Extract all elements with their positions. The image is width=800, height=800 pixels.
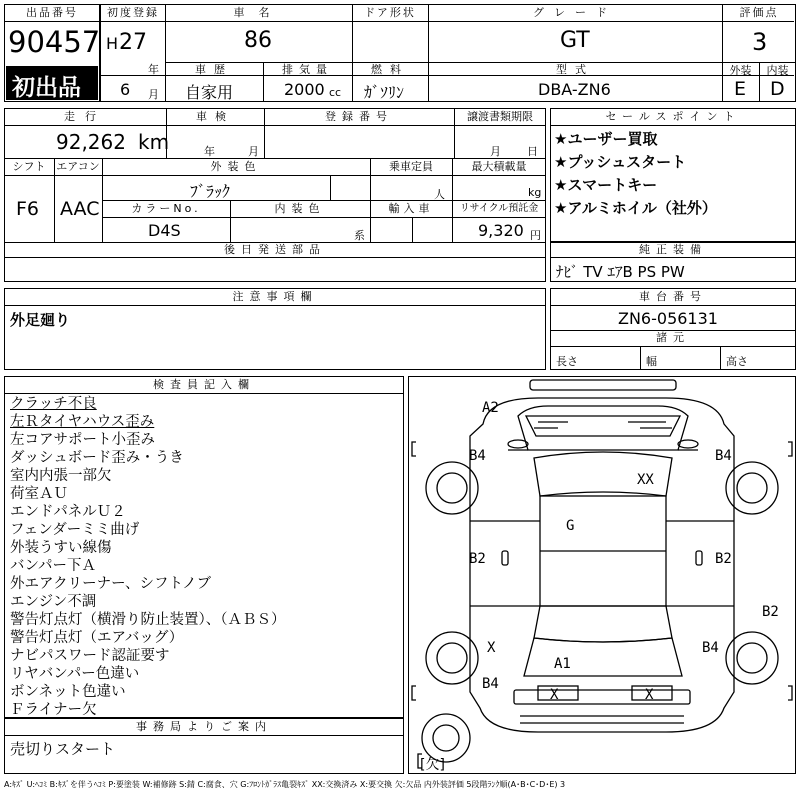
mileage-label: 走行 (64, 110, 106, 123)
inspector-note-line: フェンダーミミ曲げ (10, 522, 140, 538)
mark-b4-rear-right: B4 (702, 640, 719, 656)
lot-number-label: 出品番号 (26, 6, 78, 19)
recycle-label: リサイクル預託金 (459, 203, 539, 214)
history: 自家用 (185, 83, 234, 102)
notes-label: 注意事項欄 (232, 290, 318, 303)
inspector-note-line: ダッシュボード歪み・うき (10, 450, 184, 466)
equipment-label: 純正装備 (639, 243, 707, 256)
fuel-label: 燃料 (371, 63, 409, 76)
transfer-label: 譲渡書類期限 (467, 110, 533, 123)
door-label: ドア形状 (364, 6, 416, 19)
inspector-note-line: エンドパネルＵ２ (10, 504, 126, 520)
mark-b2-left: B2 (469, 551, 486, 567)
mark-a2: A2 (482, 400, 499, 416)
mark-b2-right: B2 (715, 551, 732, 567)
load-unit: kg (528, 186, 542, 199)
selling-point-item: ★プッシュスタート (554, 153, 687, 171)
mark-a1: A1 (554, 656, 571, 672)
recycle: 9,320 (478, 221, 524, 240)
shift: F6 (16, 198, 40, 220)
month-unit: 月 (148, 88, 159, 101)
import-label: 輸入車 (388, 202, 434, 215)
model: DBA-ZN6 (538, 80, 611, 99)
displacement-label: 排気量 (282, 63, 333, 76)
car-name: 86 (244, 28, 272, 53)
inspector-note-line: 外装うすい線傷 (10, 540, 112, 556)
mark-b2-far-right: B2 (762, 604, 779, 620)
chassis-number: ZN6-056131 (618, 309, 718, 328)
selling-point-item: ★アルミホイル（社外） (554, 199, 717, 217)
mark-g: G (566, 518, 575, 534)
inspector-note-line: エンジン不調 (10, 594, 97, 610)
width-label: 幅 (646, 355, 657, 368)
score-label: 評価点 (739, 6, 779, 19)
first-listing-text: 初出品 (12, 75, 81, 101)
trunk (524, 638, 682, 676)
mark-xx: XX (637, 472, 654, 488)
inspector-note-line: 荷室ＡＵ (10, 486, 68, 502)
mark-x-lamp-right: X (645, 687, 654, 703)
inspector-note-line: クラッチ不良 (10, 396, 97, 412)
specs-label: 諸元 (656, 331, 690, 344)
load-label: 最大積載量 (471, 160, 527, 173)
first-reg-label: 初度登録 (107, 6, 159, 19)
inspector-note-line: ナビパスワード認証要す (10, 648, 170, 664)
ac-label: エアコン (56, 160, 100, 173)
reg-month: 6 (120, 80, 131, 99)
selling-point-item: ★ユーザー買取 (554, 130, 658, 148)
inspector-note-line: ボンネット色違い (10, 684, 126, 700)
grade: GT (560, 28, 590, 53)
inspection-label: 車検 (196, 110, 234, 123)
mirror-left (508, 440, 528, 448)
mark-b4-front-right: B4 (715, 448, 732, 464)
capacity-unit: 人 (434, 188, 445, 201)
ac: AAC (60, 198, 100, 220)
insp-month-unit: 月 (248, 145, 259, 158)
era: H (106, 34, 119, 53)
mark-x-left: X (487, 640, 496, 656)
score: 3 (752, 28, 768, 56)
inspector-notes (10, 395, 402, 719)
int-color-label: 内装色 (274, 202, 326, 215)
reg-no-label: 登録番号 (325, 110, 393, 123)
shift-label: シフト (12, 160, 46, 173)
later-parts-label: 後日発送部品 (224, 243, 326, 256)
recycle-unit: 円 (530, 229, 541, 242)
height-label: 高さ (726, 355, 748, 368)
office-label: 事務局よりご案内 (136, 720, 272, 733)
int-color-unit: 系 (354, 229, 365, 242)
windshield (526, 416, 680, 436)
mark-b4-rear-left: B4 (482, 676, 499, 692)
selling-points-label: セールスポイント (605, 110, 741, 123)
missing-bracket: [欠] (420, 757, 445, 773)
inspector-note-line: 外エアクリーナー、シフトノブ (10, 576, 212, 592)
rear-bumper (514, 690, 690, 704)
front-bumper-top (530, 380, 676, 390)
color-no: D4S (148, 221, 181, 240)
mileage: 92,262 (56, 130, 126, 154)
displacement-unit: cc (329, 86, 342, 99)
legend: A:ｷｽﾞ U:ﾍｺﾐ B:ｷｽﾞを伴うﾍｺﾐ P:要塗装 W:補修跡 S:錆 C:腐食、穴 G:ﾌﾛﾝﾄｶﾞﾗｽ亀裂ｷｽﾞ XX:交換済み X:要交換 欠:欠品 内外装評価 5段階ﾗﾝｸ順(A･B･C･D･E) 3 (4, 780, 566, 789)
length-label: 長さ (556, 355, 578, 368)
car-body-outline (470, 398, 734, 732)
inspector-label: 検査員記入欄 (153, 378, 255, 391)
inspector-note-line: 左コアサポート小歪み (10, 432, 155, 448)
ext-color: ﾌﾞﾗｯｸ (190, 182, 231, 201)
transfer-day: 日 (527, 145, 538, 158)
notes-value: 外足廻り (10, 311, 71, 329)
interior-grade: D (770, 78, 785, 100)
history-label: 車歴 (195, 63, 233, 76)
car-name-label: 車名 (233, 6, 284, 19)
reg-year: 27 (119, 30, 147, 55)
grade-label: グレード (533, 6, 617, 19)
inspector-note-line: 室内内張一部欠 (10, 468, 112, 484)
chassis-label: 車台番号 (639, 290, 707, 303)
lot-number: 90457 (8, 25, 101, 59)
color-no-label: カラーNo. (131, 202, 201, 215)
mark-b4-front-left: B4 (469, 448, 486, 464)
inspector-note-line: リヤバンパー色違い (10, 666, 140, 682)
interior-label: 内装 (766, 64, 789, 77)
ext-color-label: 外装色 (210, 160, 262, 173)
inspector-note-line: 警告灯点灯（エアバッグ） (10, 630, 184, 646)
displacement: 2000 (284, 80, 325, 99)
exterior-label: 外装 (729, 64, 752, 77)
inspector-note-line: 警告灯点灯（横滑り防止装置）、（ＡＢＳ） (10, 612, 286, 628)
fuel: ｶﾞｿﾘﾝ (364, 83, 405, 102)
transfer-month: 月 (490, 145, 501, 158)
model-label: 型式 (556, 63, 594, 76)
mileage-unit: km (138, 130, 170, 154)
year-unit: 年 (148, 63, 159, 76)
selling-points-list (554, 128, 794, 220)
mark-x-lamp-left: X (550, 687, 559, 703)
capacity-label: 乗車定員 (389, 160, 433, 173)
insp-year-unit: 年 (204, 145, 215, 158)
exterior-grade: E (734, 78, 747, 100)
inspector-note-line: 左Ｒタイヤハウス歪み (10, 414, 155, 430)
office-value: 売切りスタート (10, 740, 116, 758)
equipment-value: ﾅﾋﾞ TV ｴｱB PS PW (556, 263, 685, 281)
inspector-note-line: バンパー下Ａ (10, 558, 96, 574)
inspector-note-line: Ｆライナー欠 (10, 702, 97, 718)
selling-point-item: ★スマートキー (554, 176, 658, 194)
car-diagram (408, 376, 796, 774)
rear-window (534, 606, 672, 642)
mirror-right (678, 440, 698, 448)
